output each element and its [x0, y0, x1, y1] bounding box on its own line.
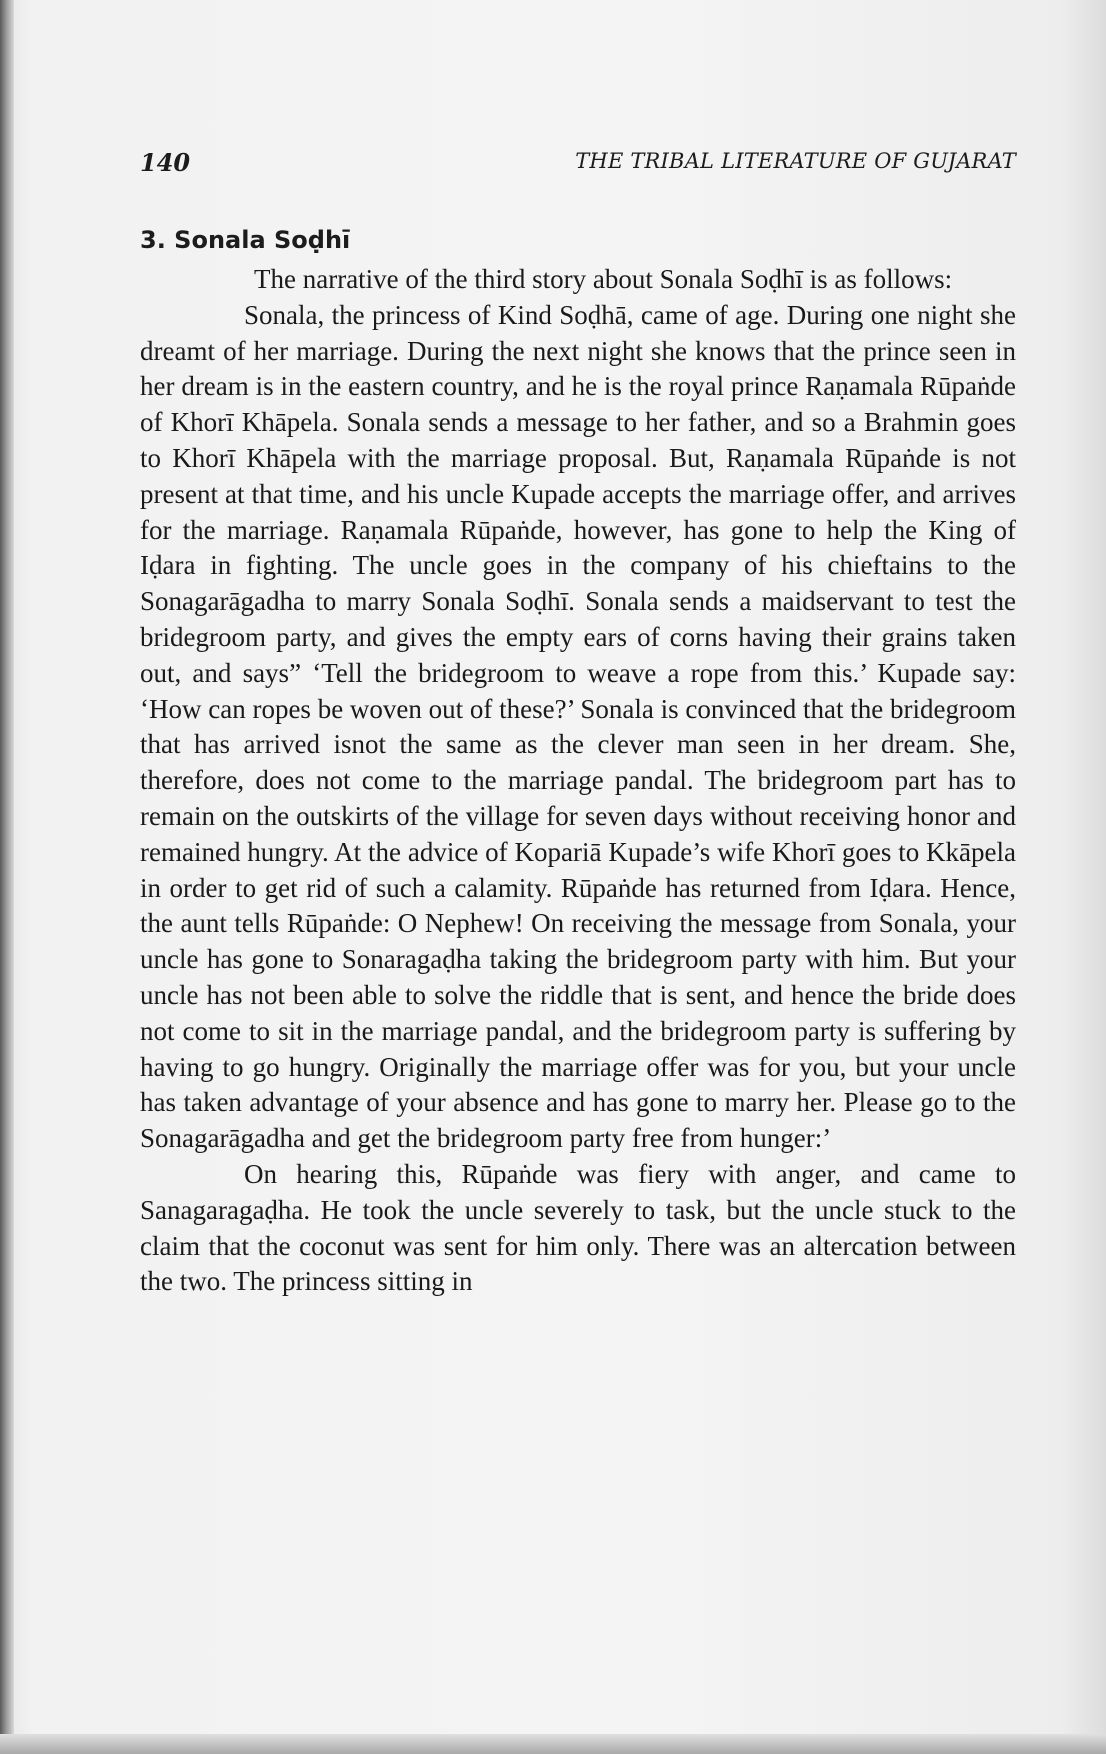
closing-paragraph: On hearing this, Rūpaṅde was fiery with anger, and came to Sanagaragaḍha. He took the uncle severely to task, but the uncle stuck to the claim that the coconut was sent for him only. There was an altercation between the two. The princess sitting in: [140, 1158, 1016, 1297]
page-number: 140: [140, 148, 191, 177]
body-text: [140, 262, 1016, 1300]
intro-paragraph: The narrative of the third story about Sonala Soḍhī is as follows:: [254, 264, 953, 294]
page-bottom-edge: [0, 1734, 1106, 1754]
book-title: THE TRIBAL LITERATURE OF GUJARAT: [575, 149, 1016, 173]
page-binding-edge: [0, 0, 14, 1754]
running-head: [140, 148, 1016, 182]
section-heading: 3. Sonala Soḍhī: [140, 226, 351, 254]
narrative-paragraph: Sonala, the princess of Kind Soḍhā, came of age. During one night she dreamt of her marriage. During the next night she knows that the prince seen in her dream is in the eastern country, and he is the royal prince Raṇamala Rūpaṅde of Khorī Khāpela. Sonala sends a message to her father, and so a Brahmin goes to Khorī Khāpela with the marriage proposal. But, Raṇamala Rūpaṅde is not present at that time, and his uncle Kupade accepts the marriage offer, and arrives for the marriage. Raṇamala Rūpaṅde, however, has gone to help the King of Iḍara in fighting. The uncle goes in the company of his chieftains to the Sonagarāgadha to marry Sonala Soḍhī. Sonala sends a maidservant to test the bridegroom party, and gives the empty ears of corns having their grains taken out, and says” ‘Tell the bridegroom to weave a rope from this.’ Kupade say: ‘How can ropes be woven out of these?’ Sonala is convinced that the bridegroom that has arrived isnot the same as the clever man seen in her dream. She, therefore, does not come to the marriage pandal. The bridegroom part has to remain on the outskirts of the village for seven days without receiving honor and remained hungry. At the advice of Kopariā Kupade’s wife Khorī goes to Kkāpela in order to get rid of such a calamity. Rūpaṅde has returned from Iḍara. Hence, the aunt tells Rūpaṅde: O Nephew! On receiving the message from Sonala, your uncle has gone to Sonaragaḍha taking the bridegroom party with him. But your uncle has not been able to solve the riddle that is sent, and hence the bride does not come to sit in the marriage pandal, and the bridegroom party is suffering by having to go hungry. Originally the marriage offer was for you, but your uncle has taken advantage of your absence and has gone to marry her. Please go to the Sonagarāgadha and get the bridegroom party free from hunger:’: [140, 299, 1016, 1154]
